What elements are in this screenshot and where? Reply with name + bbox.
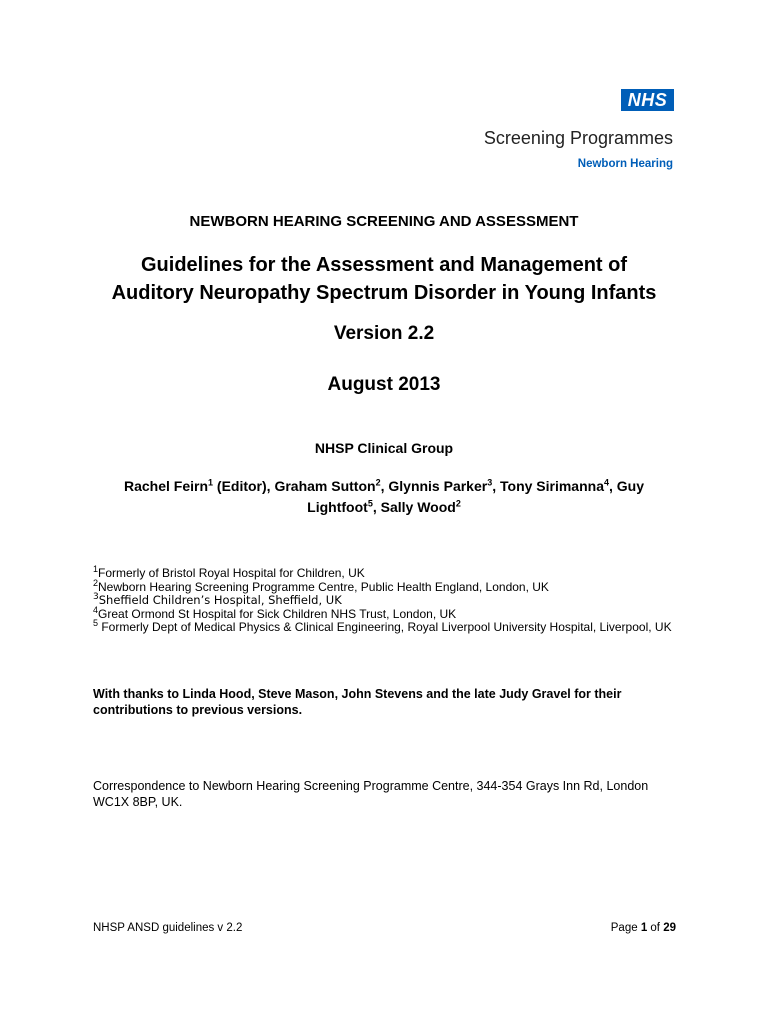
clinical-group: NHSP Clinical Group (314, 440, 454, 456)
brand-title: Screening Programmes (483, 128, 673, 148)
author: Graham Sutton (274, 478, 376, 494)
page-prefix: Page (610, 922, 641, 934)
affiliation-text: Newborn Hearing Screening Programme Centre, Public Health England, London, UK (98, 579, 549, 594)
footer-page-number (611, 922, 676, 934)
affiliation-item (93, 564, 693, 581)
title-line-1: Guidelines for the Assessment and Management of (140, 254, 628, 276)
affiliation-text: Sheffield Children’s Hospital, Sheffield, UK (98, 593, 342, 607)
affiliation-sup: 1 (93, 564, 99, 574)
brand-subtitle: Newborn Hearing (577, 158, 673, 170)
affiliation-sup: 2 (93, 577, 99, 588)
nhs-logo: NHS (621, 89, 674, 111)
affiliation-item (93, 577, 693, 595)
author-sup: 4 (603, 477, 609, 488)
page-of: of (647, 922, 664, 934)
document-version: Version 2.2 (333, 323, 435, 344)
document-date: August 2013 (327, 374, 441, 395)
author-sup: 3 (487, 477, 493, 488)
affiliation-item (93, 604, 693, 622)
correspondence-address: Correspondence to Newborn Hearing Screening Programme Centre, 344-354 Grays Inn Rd, London WC1X 8BP, UK. (93, 779, 649, 809)
page-total: 29 (663, 922, 676, 934)
document-title (0, 251, 768, 307)
title-line-2: Auditory Neuropathy Spectrum Disorder in Young Infants (111, 282, 657, 304)
affiliation-sup: 5 (93, 618, 99, 628)
author: Glynnis Parker (388, 478, 488, 494)
affiliation-sup: 3 (93, 592, 99, 603)
author-sup: 1 (208, 477, 214, 488)
page-current: 1 (640, 922, 648, 934)
affiliation-text: Formerly of Bristol Royal Hospital for Children, UK (98, 566, 365, 580)
author-sup: 5 (367, 498, 373, 509)
document-supertitle: NEWBORN HEARING SCREENING AND ASSESSMENT (189, 213, 579, 230)
author-suffix: , (492, 478, 500, 494)
author-suffix: (Editor), (213, 478, 275, 494)
author: Rachel Feirn (123, 478, 208, 494)
footer-doc-name: NHSP ANSD guidelines v 2.2 (93, 922, 243, 934)
affiliations-list (93, 564, 693, 635)
affiliation-text: Formerly Dept of Medical Physics & Clinical Engineering, Royal Liverpool University Hospital, Liverpool, UK (98, 620, 672, 634)
author: Tony Sirimanna (500, 478, 604, 494)
author-sup: 2 (375, 477, 381, 488)
acknowledgements: With thanks to Linda Hood, Steve Mason, John Stevens and the late Judy Gravel for their contributions to previous versions. (93, 687, 622, 717)
author-sup: 2 (455, 498, 461, 509)
author-suffix: , (380, 478, 389, 494)
author-suffix: , Guy (609, 478, 645, 494)
author-suffix: , (372, 499, 381, 515)
affiliation-text: Great Ormond St Hospital for Sick Children NHS Trust, London, UK (98, 606, 457, 621)
author-list (70, 476, 698, 518)
author: Sally Wood (380, 499, 456, 515)
author: Lightfoot (307, 499, 368, 515)
affiliation-item (93, 594, 693, 608)
affiliation-item (93, 618, 693, 635)
affiliation-sup: 4 (93, 604, 99, 615)
